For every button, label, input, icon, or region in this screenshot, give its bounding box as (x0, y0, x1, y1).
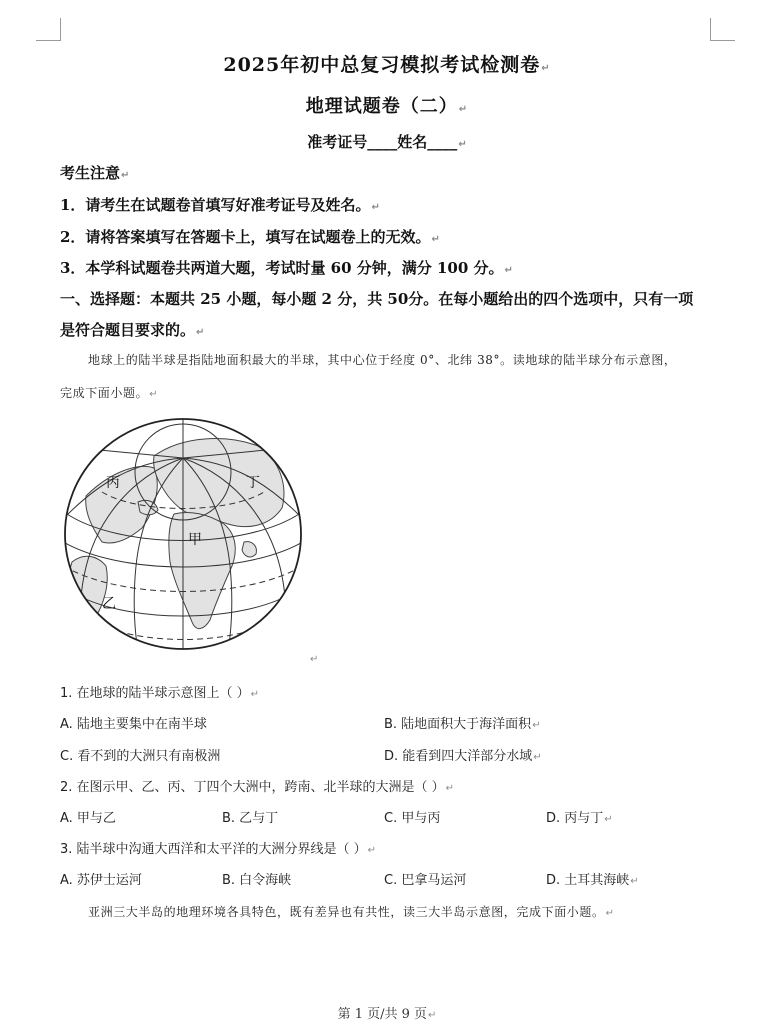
exam-subtitle: 地理试题卷（二）↵ (305, 96, 469, 117)
crop-mark-top-right (710, 18, 735, 41)
intro-paragraph-line-2: 完成下面小题。↵ (60, 386, 159, 400)
label-bing: 丙 (106, 475, 120, 491)
q1-option-b: B. 陆地面积大于海洋面积↵ (384, 717, 541, 732)
q2-option-c: C. 甲与丙 (384, 811, 441, 826)
q1-option-c: C. 看不到的大洲只有南极洲 (60, 749, 221, 764)
id-name-line: 准考证号____姓名____↵ (307, 133, 467, 151)
question-3-stem: 3. 陆半球中沟通大西洋和太平洋的大洲分界线是（ ）↵ (60, 842, 377, 857)
meridian-lines (58, 416, 308, 652)
crop-mark-top-left (36, 18, 61, 41)
continent-shapes (68, 439, 284, 629)
question-2-stem: 2. 在图示甲、乙、丙、丁四个大洲中，跨南、北半球的大洲是（ ）↵ (60, 780, 455, 795)
q3-option-c: C. 巴拿马运河 (384, 873, 467, 888)
q3-option-d: D. 土耳其海峡↵ (546, 873, 639, 888)
q2-option-a: A. 甲与乙 (60, 811, 116, 826)
land-hemisphere-map (58, 416, 308, 652)
notice-heading: 考生注意↵ (60, 164, 130, 182)
q1-option-a: A. 陆地主要集中在南半球 (60, 717, 207, 732)
q1-option-d: D. 能看到四大洋部分水域↵ (384, 749, 542, 764)
figure-paragraph-mark: ↵ (310, 654, 319, 665)
notice-item-2: 2．请将答案填写在答题卡上，填写在试题卷上的无效。↵ (60, 228, 440, 246)
exam-title: 2025年初中总复习模拟考试检测卷↵ (223, 54, 551, 76)
label-ding: 丁 (246, 475, 260, 491)
section-heading-line-2: 是符合题目要求的。↵ (60, 321, 205, 339)
section-heading-line-1: 一、选择题：本题共 25 小题，每小题 2 分，共 50分。在每小题给出的四个选项中，只有一项 (60, 290, 694, 308)
intro-paragraph-line-1: 地球上的陆半球是指陆地面积最大的半球，其中心位于经度 0°、北纬 38°。读地球的陆半球分布示意图， (88, 353, 677, 367)
q3-option-b: B. 白令海峡 (222, 873, 292, 888)
label-jia: 甲 (188, 532, 202, 548)
q2-option-d: D. 丙与丁↵ (546, 811, 613, 826)
question-1-stem: 1. 在地球的陆半球示意图上（ ）↵ (60, 686, 260, 701)
intro-paragraph-2: 亚洲三大半岛的地理环境各具特色，既有差异也有共性，读三大半岛示意图，完成下面小题。↵ (88, 905, 615, 919)
notice-item-3: 3．本学科试题卷共两道大题，考试时量 60 分钟，满分 100 分。↵ (60, 259, 513, 277)
q2-option-b: B. 乙与丁 (222, 811, 279, 826)
q3-option-a: A. 苏伊士运河 (60, 873, 142, 888)
notice-item-1: 1．请考生在试题卷首填写好准考证号及姓名。↵ (60, 196, 380, 214)
label-yi: 乙 (102, 596, 116, 612)
page-footer: 第 1 页/共 9 页↵ (337, 1007, 437, 1022)
